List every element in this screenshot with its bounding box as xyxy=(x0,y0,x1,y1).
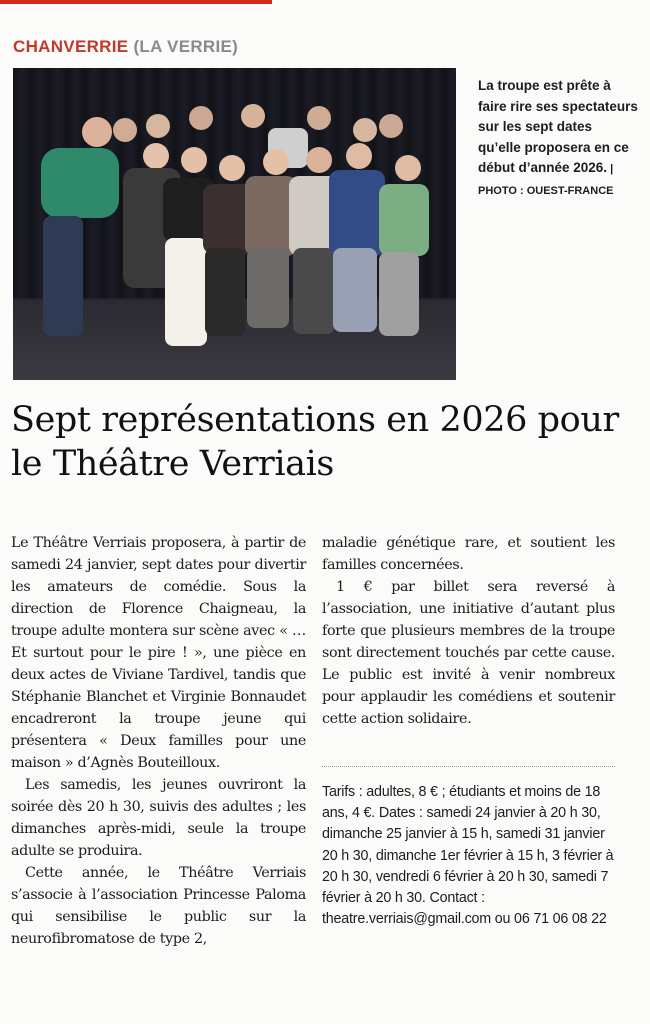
location-name: CHANVERRIE xyxy=(13,37,129,56)
caption-text: La troupe est prête à faire rire ses spectateurs sur les sept dates qu’elle proposera en ce début d’année 2026. xyxy=(478,78,638,175)
location-header xyxy=(13,37,238,57)
photo-caption xyxy=(478,76,638,201)
info-divider xyxy=(322,766,615,767)
middle-row xyxy=(41,117,429,346)
practical-info: Tarifs : adultes, 8 € ; étudiants et moins de 18 ans, 4 €. Dates : samedi 24 janvier à 20 h 30, dimanche 25 janvier à 15 h, samedi 31 janvier 20 h 30, dimanche 1er février à 15 h, 3 février à 20 h 30, vendredi 6 février à 20 h 30, samedi 7 février à 20 h 30. Contact : theatre.verriais@gmail.com ou 06 71 06 08 22 xyxy=(322,784,614,928)
paragraph-1: Le Théâtre Verriais proposera, à partir de samedi 24 janvier, sept dates pour divertir les amateurs de comédie. Sous la direction de Florence Chaigneau, la troupe adulte montera sur scène avec « … Et surtout pour le pire ! », une pièce en deux actes de Viviane Tardivel, tandis que Stéphanie Blanchet et Virginie Bonnaudet encadreront la troupe jeune qui présentera « Deux familles pour une maison » d’Agnès Bouteilloux. xyxy=(11,535,306,771)
troupe-silhouettes xyxy=(13,68,456,380)
article-headline: Sept représentations en 2026 pour le Théâtre Verriais xyxy=(11,400,619,484)
top-accent-bar xyxy=(0,0,272,4)
photo-credit: | PHOTO : OUEST-FRANCE xyxy=(478,163,614,197)
paragraph-3: Cette année, le Théâtre Verriais s’associe à l’association Princesse Paloma qui sensibilise le public sur la neurofibromatose de type 2, xyxy=(11,865,306,947)
location-sub: (LA VERRIE) xyxy=(133,37,239,56)
article-column-left xyxy=(11,532,306,950)
paragraph-3-continued: maladie génétique rare, et soutient les familles concernées. xyxy=(322,535,615,573)
paragraph-2: Les samedis, les jeunes ouvriront la soirée dès 20 h 30, suivis des adultes ; les dimanches après-midi, seule la troupe adulte se produira. xyxy=(11,777,306,859)
article-column-right xyxy=(322,532,615,730)
troupe-photo xyxy=(13,68,456,380)
paragraph-4: 1 € par billet sera reversé à l’association, une initiative d’autant plus forte que plusieurs membres de la troupe sont directement touchés par cette cause. Le public est invité à venir nombreux pour applaudir les comédiens et soutenir cette action solidaire. xyxy=(322,579,615,727)
